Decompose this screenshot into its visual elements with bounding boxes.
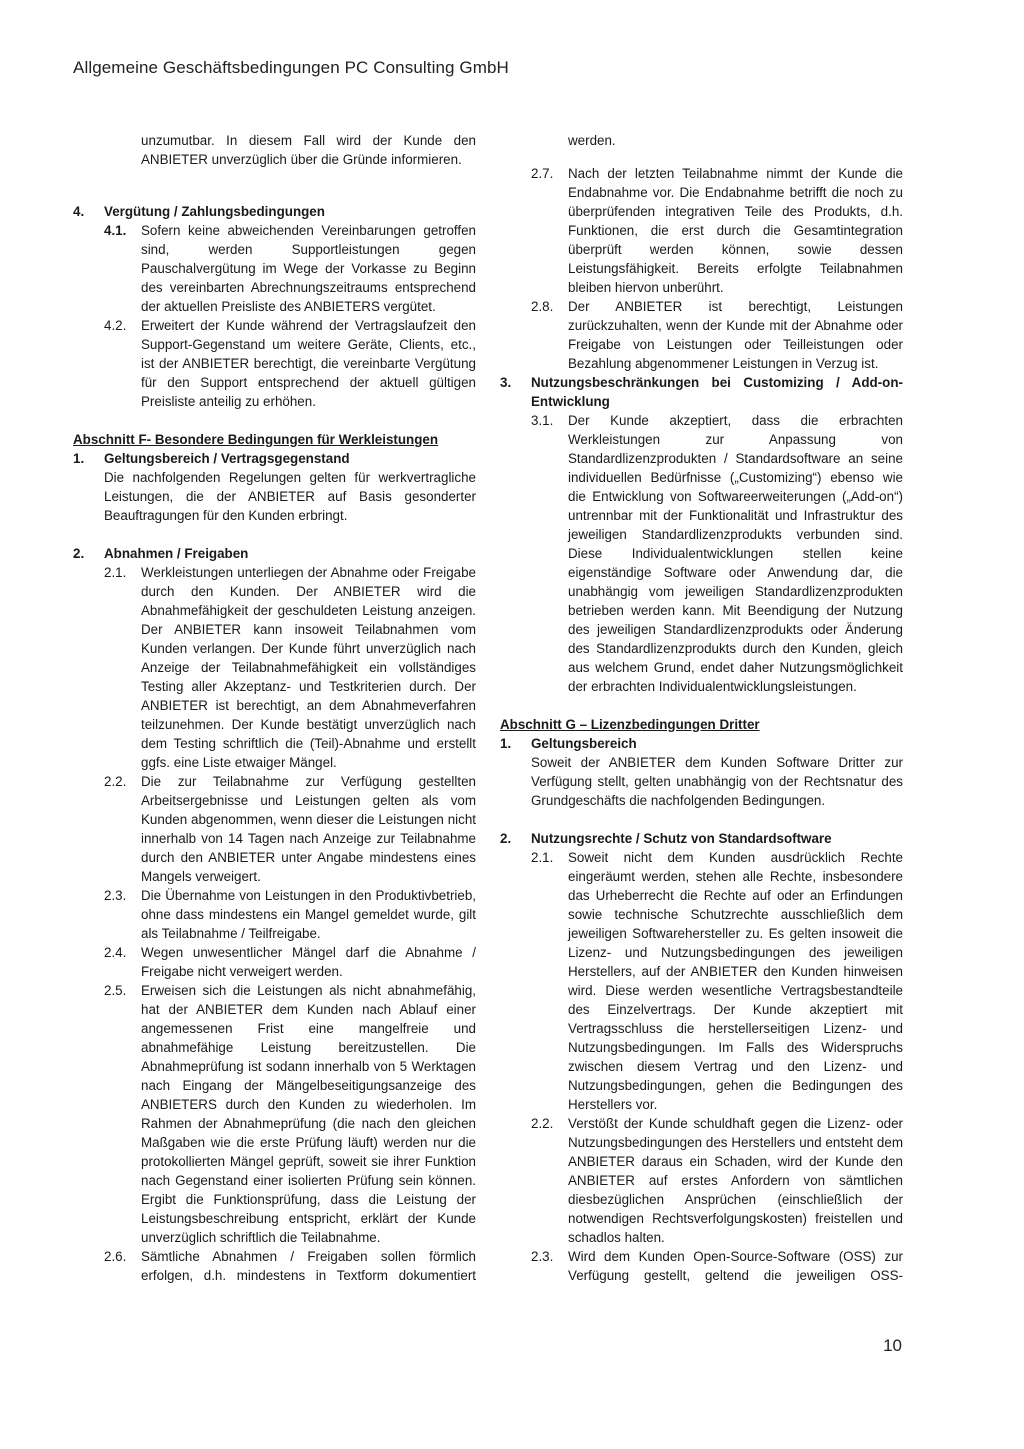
clause-text: Wegen unwesentlicher Mängel darf die Abnahme / Freigabe nicht verweigert werden. [141, 944, 476, 979]
abschnitt-f-title: Abschnitt F- Besondere Bedingungen für Werkleistungen [73, 431, 439, 447]
section-4-heading [73, 202, 476, 221]
clause-number: 4.1. [104, 222, 127, 238]
clause-number: 4.2. [104, 317, 127, 333]
section-number: 2. [500, 830, 512, 846]
section-number: 1. [73, 450, 85, 466]
clause-text: Erweitert der Kunde während der Vertragslaufzeit den Support-Gegenstand um weitere Geräte, Clients, etc., ist der ANBIETER berechtigt, die vereinbarte Vergütung für den Support entsprechend der aktuell gültigen Preisliste anteilig zu erhöhen. [141, 317, 476, 409]
section-g1-text: Soweit der ANBIETER dem Kunden Software Dritter zur Verfügung stellt, gelten unabhängig von der Rechtsnatur des Grundgeschäfts die nachfolgenden Bedingungen. [531, 754, 903, 808]
section-number: 3. [500, 374, 512, 390]
clause-f2-5 [104, 981, 476, 1247]
clause-g2-3 [531, 1247, 903, 1285]
section-f1-text: Die nachfolgenden Regelungen gelten für werkvertragliche Leistungen, die der ANBIETER auf Basis gesonderter Beauftragungen für den Kunden erbringt. [104, 469, 476, 523]
clause-f2-6 [104, 1247, 476, 1285]
clause-number: 2.8. [531, 298, 554, 314]
continued-paragraph: unzumutbar. In diesem Fall wird der Kunde den ANBIETER unverzüglich über die Gründe informieren. [141, 133, 476, 168]
clause-text: Die zur Teilabnahme zur Verfügung gestellten Arbeitsergebnisse und Leistungen gelten als vom Kunden abgenommen, wenn dieser die Leistungen nicht innerhalb von 14 Tagen nach Anzeige zur Teilabnahme durch den ANBIETER unter Angabe mindestens eines Mangels verweigert. [141, 773, 476, 884]
clause-text: Verstößt der Kunde schuldhaft gegen die Lizenz- oder Nutzungsbedingungen des Herstellers und entsteht dem ANBIETER daraus ein Schaden, wird der Kunde den ANBIETER auf erstes Anfordern von sämtlichen diesbezüglichen Ansprüchen (einschließlich der notwendigen Rechtsverfolgungskosten) freistellen und schadlos halten. [568, 1115, 903, 1245]
section-f2-heading [73, 544, 476, 563]
page-number: 10 [883, 1336, 902, 1355]
clause-text: Der Kunde akzeptiert, dass die erbrachten Werkleistungen zur Anpassung von Standardlizenzprodukten / Standardsoftware an seine individuellen Bedürfnisse („Customizing“) ebenso wie die Entwicklung von Softwareerweiterungen („Add-on“) untrennbar mit der Funktionalität und Infrastruktur des jeweiligen Standardlizenzprodukts verbunden sind. Diese Individualentwicklungen stellen keine eigenständige Software oder Anwendung dar, die unabhängig vom jeweiligen Standardlizenzprodukten betrieben werden kann. Mit Beendigung der Nutzung des jeweiligen Standardlizenzprodukts oder Änderung des Standardlizenzprodukts durch den Kunden, gleich aus welchem Grund, endet daher Nutzungsmöglichkeit der erbrachten Individualentwicklungsleistungen. [568, 412, 903, 694]
section-g2-heading [500, 829, 903, 848]
clause-number: 2.7. [531, 165, 554, 181]
section-f3-heading [500, 373, 903, 411]
clause-number: 2.5. [104, 982, 127, 998]
clause-f2-2 [104, 772, 476, 886]
clause-f2-3 [104, 886, 476, 943]
left-column [73, 118, 476, 1285]
clause-text: Wird dem Kunden Open-Source-Software (OSS) zur Verfügung gestellt, geltend die jeweiligen OSS- [568, 1248, 903, 1283]
clause-f2-8 [531, 297, 903, 373]
clause-number: 2.1. [104, 564, 127, 580]
continued-paragraph: werden. [568, 133, 616, 149]
clause-f3-1 [531, 411, 903, 696]
clause-text: Soweit nicht dem Kunden ausdrücklich Rechte eingeräumt werden, stehen alle Rechte, insbesondere das Urheberrecht die Rechte auf oder an Erfindungen sowie technische Schutzrechte ausschließlich dem jeweiligen Softwarehersteller zu. Es gelten insoweit die Lizenz- und Nutzungsbedingungen des jeweiligen Herstellers, auf der ANBIETER den Kunden hinweisen wird. Diese werden wesentliche Vertragsbestandteile des Einzelvertrags. Der Kunde akzeptiert mit Vertragsschluss die herstellerseitigen Lizenz- und Nutzungsbedingungen. Im Falls des Widerspruchs zwischen diesem Vertrag und den Lizenz- und Nutzungsbedingungen, gehen die Bedingungen des Herstellers vor. [568, 849, 903, 1112]
document-header-title: Allgemeine Geschäftsbedingungen PC Consulting GmbH [73, 58, 509, 77]
clause-f2-7 [531, 164, 903, 297]
section-title: Geltungsbereich / Vertragsgegenstand [104, 450, 350, 466]
clause-number: 2.2. [104, 773, 127, 789]
clause-4-2 [104, 316, 476, 411]
clause-text: Der ANBIETER ist berechtigt, Leistungen zurückzuhalten, wenn der Kunde mit der Abnahme oder Freigabe von Leistungen oder Teilleistungen oder Bezahlung abgenommener Leistungen in Verzug ist. [568, 298, 903, 371]
abschnitt-g-title: Abschnitt G – Lizenzbedingungen Dritter [500, 716, 760, 732]
clause-number: 2.1. [531, 849, 554, 865]
section-title: Vergütung / Zahlungsbedingungen [104, 203, 325, 219]
clause-text: Werkleistungen unterliegen der Abnahme oder Freigabe durch den Kunden. Der ANBIETER wird die Abnahmefähigkeit der geschuldeten Leistung anzeigen. Der ANBIETER kann insoweit Teilabnahmen vom Kunden verlangen. Der Kunde führt unverzüglich nach Anzeige der Teilabnahmefähigkeit ein vollständiges Testing aller Akzeptanz- und Testkriterien durch. Der ANBIETER ist berechtigt, an dem Abnahmeverfahren teilzunehmen. Der Kunde bestätigt unverzüglich nach dem Testing schriftlich die (Teil)-Abnahme und erstellt ggfs. eine Liste etwaiger Mängel. [141, 564, 476, 770]
clause-number: 2.3. [531, 1248, 554, 1264]
clause-g2-2 [531, 1114, 903, 1247]
section-number: 2. [73, 545, 85, 561]
clause-number: 2.3. [104, 887, 127, 903]
section-title: Abnahmen / Freigaben [104, 545, 249, 561]
clause-4-1 [104, 221, 476, 316]
section-number: 1. [500, 735, 512, 751]
clause-text: Erweisen sich die Leistungen als nicht abnahmefähig, hat der ANBIETER dem Kunden nach Ablauf einer angemessenen Frist eine mangelfreie und abnahmefähige Leistung bereitzustellen. Die Abnahmeprüfung ist sodann innerhalb von 5 Werktagen nach Eingang der Mängelbeseitigungsanzeige des ANBIETERS durch den Kunden zu wiederholen. Im Rahmen der Abnahmeprüfung (die nach den gleichen Maßgaben wie die erste Prüfung läuft) werden nur die protokollierten Mängel geprüft, soweit sie ihrer Funktion nach Gegenstand einer isolierten Prüfung sein können. Ergibt die Funktionsprüfung, dass die Leistung der Leistungsbeschreibung entspricht, erklärt der Kunde unverzüglich schriftlich die Teilabnahme. [141, 982, 476, 1245]
clause-number: 2.6. [104, 1248, 127, 1264]
clause-number: 2.4. [104, 944, 127, 960]
clause-text: Nach der letzten Teilabnahme nimmt der Kunde die Endabnahme vor. Die Endabnahme betrifft die noch zu überprüfenden integrativen Teile des Produkts, d.h. Funktionen, die erst durch die Gesamtintegration überprüft werden können, sowie dessen Leistungsfähigkeit. Bereits erfolgte Teilabnahmen bleiben hiervon unberührt. [568, 165, 903, 295]
clause-number: 3.1. [531, 412, 554, 428]
clause-text: Die Übernahme von Leistungen in den Produktivbetrieb, ohne dass mindestens ein Mangel gemeldet wurde, gilt als Teilabnahme / Teilfreigabe. [141, 887, 476, 941]
clause-number: 2.2. [531, 1115, 554, 1131]
clause-f2-4 [104, 943, 476, 981]
clause-f2-1 [104, 563, 476, 772]
section-number: 4. [73, 203, 85, 219]
clause-text: Sofern keine abweichenden Vereinbarungen getroffen sind, werden Supportleistungen gegen Pauschalvergütung im Wege der Vorkasse zu Beginn des vereinbarten Abrechnungszeitraums entsprechend der aktuellen Preisliste des ANBIETERS vergütet. [141, 222, 476, 314]
section-title: Nutzungsrechte / Schutz von Standardsoftware [531, 830, 832, 846]
section-title: Geltungsbereich [531, 735, 637, 751]
section-g1-heading [500, 734, 903, 753]
clause-g2-1 [531, 848, 903, 1114]
clause-text: Sämtliche Abnahmen / Freigaben sollen förmlich erfolgen, d.h. mindestens in Textform dokumentiert [141, 1248, 476, 1283]
section-title: Nutzungsbeschränkungen bei Customizing / Add-on-Entwicklung [531, 374, 903, 409]
section-f1-heading [73, 449, 476, 468]
right-column [500, 118, 903, 1285]
